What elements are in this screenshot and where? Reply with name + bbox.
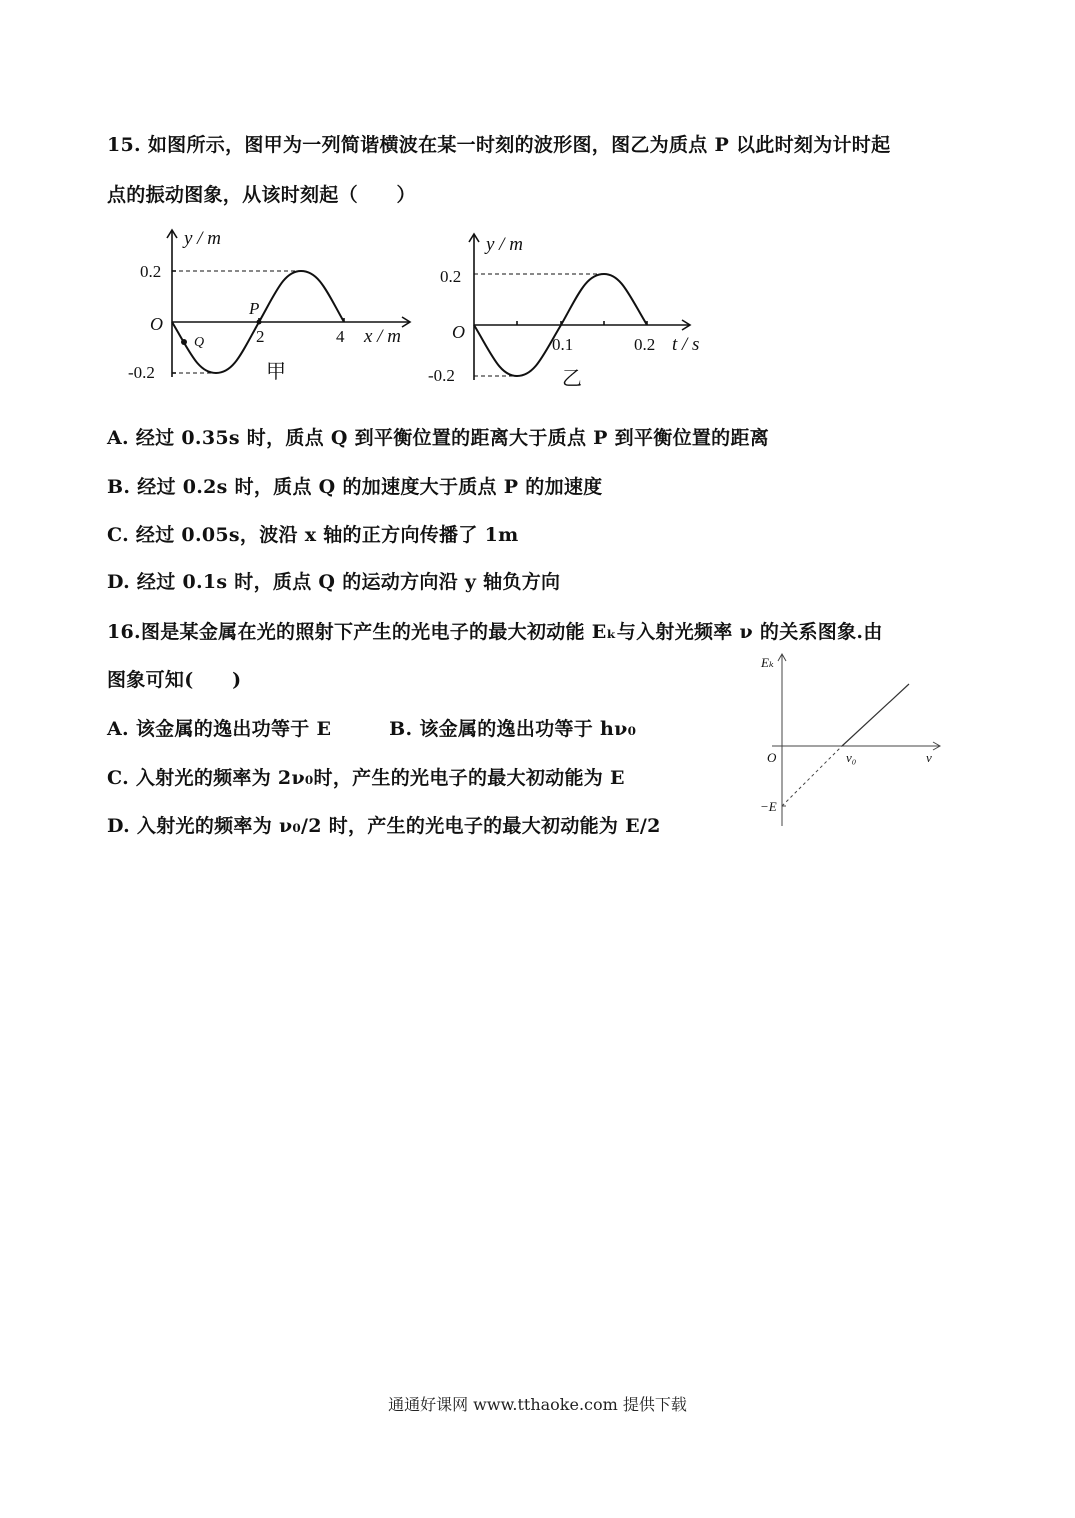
- nu-label: ν: [926, 750, 932, 765]
- origin-label: O: [767, 750, 777, 765]
- q15-stem-line2: 点的振动图象，从该时刻起（ ）: [107, 184, 416, 206]
- q15-option-b: B. 经过 0.2s 时，质点 Q 的加速度大于质点 P 的加速度: [107, 476, 603, 498]
- caption-jia: 甲: [266, 359, 286, 383]
- ek-line: [842, 684, 909, 746]
- q-label: Q: [194, 335, 205, 350]
- ybot-label: -0.2: [428, 366, 455, 385]
- q15-option-c: C. 经过 0.05s，波沿 x 轴的正方向传播了 1m: [107, 524, 519, 546]
- ek-line-extension: [782, 746, 842, 806]
- q16-option-d: D. 入射光的频率为 ν₀/2 时，产生的光电子的最大初动能为 E/2: [107, 815, 661, 837]
- ek-label: Eₖ: [761, 655, 774, 670]
- xlabel: x / m: [364, 326, 401, 347]
- page-footer: 通通好课网 www.tthaoke.com 提供下载: [388, 1395, 687, 1414]
- nu0-label: ν₀: [846, 750, 857, 765]
- q15-stem-line1: 15. 如图所示，图甲为一列简谐横波在某一时刻的波形图，图乙为质点 P 以此时刻为计时起: [107, 134, 891, 156]
- x2-label: 0.2: [634, 335, 656, 354]
- q16-option-c: C. 入射光的频率为 2ν₀时，产生的光电子的最大初动能为 E: [107, 767, 625, 789]
- ytop-label: 0.2: [440, 267, 462, 286]
- caption-yi: 乙: [562, 366, 582, 390]
- x1-label: 2: [256, 327, 265, 346]
- origin-label: O: [150, 314, 163, 334]
- xlabel: t / s: [672, 334, 700, 355]
- ylabel: y / m: [184, 228, 221, 249]
- negE-label: −E: [760, 799, 777, 814]
- vibration-graph-yi: [422, 228, 732, 393]
- ek-frequency-graph: [752, 648, 952, 833]
- wave-graph-jia: [120, 222, 430, 387]
- q15-option-d: D. 经过 0.1s 时，质点 Q 的运动方向沿 y 轴负方向: [107, 571, 561, 593]
- q16-option-ab: A. 该金属的逸出功等于 E B. 该金属的逸出功等于 hν₀: [107, 718, 637, 740]
- ytop-label: 0.2: [140, 262, 162, 281]
- x2-label: 4: [336, 327, 345, 346]
- q16-stem-line1: 16.图是某金属在光的照射下产生的光电子的最大初动能 Eₖ与入射光频率 ν 的关系图象.由: [107, 621, 883, 643]
- point-q: [181, 339, 187, 345]
- x1-label: 0.1: [552, 335, 574, 354]
- q16-stem-line2: 图象可知( ): [107, 669, 242, 691]
- ylabel: y / m: [486, 234, 523, 255]
- q15-option-a: A. 经过 0.35s 时，质点 Q 到平衡位置的距离大于质点 P 到平衡位置的距离: [107, 427, 770, 449]
- p-label: P: [249, 299, 260, 318]
- point-p: [257, 320, 262, 325]
- origin-label: O: [452, 322, 465, 342]
- ybot-label: -0.2: [128, 363, 155, 382]
